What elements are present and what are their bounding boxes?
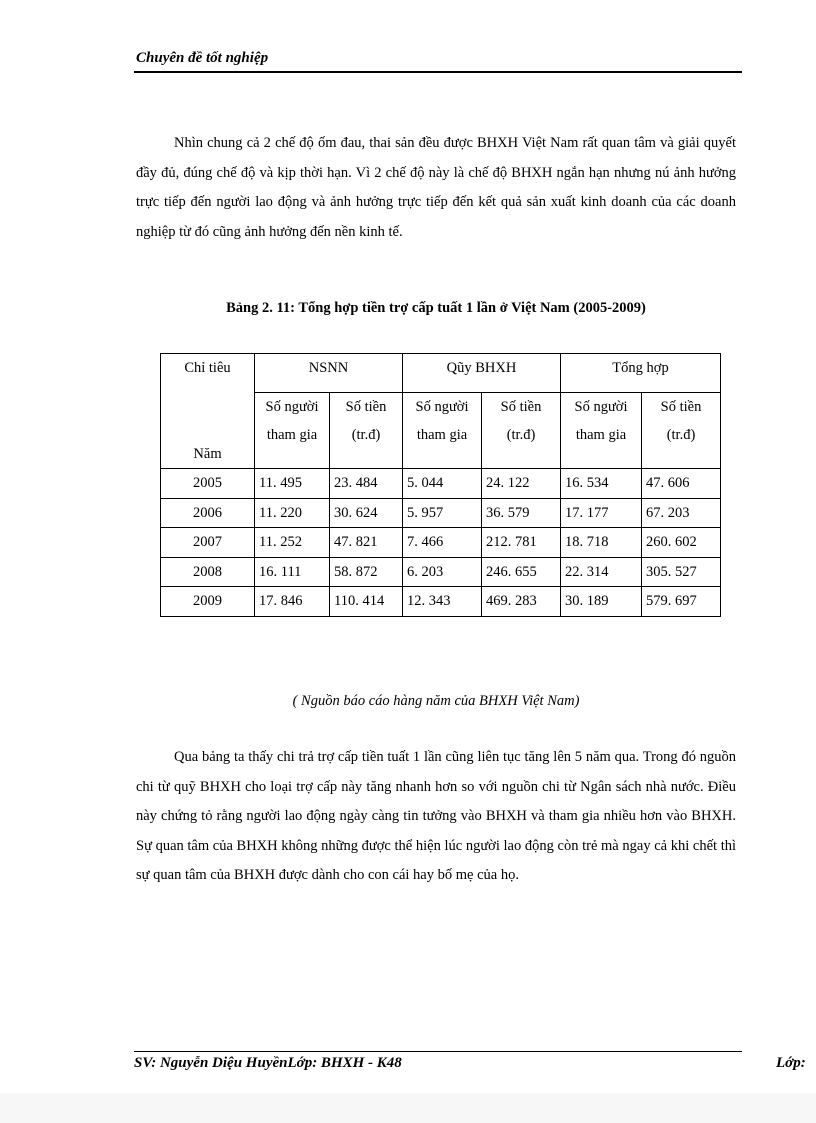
table-cell: 58. 872: [330, 557, 403, 587]
footer-rule: [134, 1051, 742, 1052]
subheader-money-total: Số tiền (tr.đ): [642, 392, 721, 468]
year-cell: 2009: [161, 587, 255, 617]
group-header-tong-hop: Tổng hợp: [561, 354, 721, 393]
table-row: [161, 557, 721, 587]
group-header-nsnn: NSNN: [255, 354, 403, 393]
table-row: [161, 587, 721, 617]
table-cell: 12. 343: [403, 587, 482, 617]
table-cell: 67. 203: [642, 498, 721, 528]
table-header-row: [161, 354, 721, 393]
table-cell: 16. 111: [255, 557, 330, 587]
table-cell: 11. 252: [255, 528, 330, 558]
table-cell: 11. 495: [255, 469, 330, 499]
table-cell: 579. 697: [642, 587, 721, 617]
table-cell: 16. 534: [561, 469, 642, 499]
paragraph-analysis: Qua bảng ta thấy chi trả trợ cấp tiền tuất 1 lần cũng liên tục tăng lên 5 năm qua. Trong đó nguồn chi từ quỹ BHXH cho loại trợ cấp này tăng nhanh hơn so với nguồn chi từ Ngân sách nhà nước. Điều này chứng tỏ rằng người lao động ngày càng tin tưởng vào BHXH và tham gia nhiều hơn vào BHXH. Sự quan tâm của BHXH không những được thể hiện lúc người lao động còn trẻ mà ngay cả khi chết thì sự quan tâm của BHXH được dành cho con cái hay bố mẹ của họ.: [136, 749, 736, 883]
paragraph-intro: Nhìn chung cả 2 chế độ ốm đau, thai sản đều được BHXH Việt Nam rất quan tâm và giải quyết đầy đủ, đúng chế độ và kịp thời hạn. Vì 2 chế độ này là chế độ BHXH ngắn hạn nhưng nú ảnh hưởng trực tiếp đến người lao động và ảnh hưởng trực tiếp đến kết quả sản xuất kinh doanh của các doanh nghiệp từ đó cũng ảnh hưởng đến nền kinh tế.: [136, 135, 736, 240]
table-row: [161, 528, 721, 558]
table-row: [161, 498, 721, 528]
year-cell: 2007: [161, 528, 255, 558]
table-cell: 246. 655: [482, 557, 561, 587]
table-cell: 36. 579: [482, 498, 561, 528]
table-cell: 24. 122: [482, 469, 561, 499]
header-rule: [134, 71, 742, 73]
table-cell: 212. 781: [482, 528, 561, 558]
table-cell: 110. 414: [330, 587, 403, 617]
year-cell: 2006: [161, 498, 255, 528]
subheader-money-nsnn: Số tiền (tr.đ): [330, 392, 403, 468]
table-cell: 305. 527: [642, 557, 721, 587]
corner-bottom-label: Năm: [193, 445, 222, 462]
footer-class-label: Lớp:: [776, 1055, 806, 1071]
table-cell: 260. 602: [642, 528, 721, 558]
year-cell: 2008: [161, 557, 255, 587]
table-row: [161, 469, 721, 499]
table-cell: 23. 484: [330, 469, 403, 499]
table-cell: 22. 314: [561, 557, 642, 587]
table-cell: 30. 189: [561, 587, 642, 617]
year-cell: 2005: [161, 469, 255, 499]
subheader-people-nsnn: Số người tham gia: [255, 392, 330, 468]
table-cell: 47. 821: [330, 528, 403, 558]
header-title: Chuyên đề tốt nghiệp: [136, 50, 269, 66]
table-cell: 7. 466: [403, 528, 482, 558]
source-note: ( Nguồn báo cáo hàng năm của BHXH Việt Nam): [292, 693, 580, 709]
corner-header-cell: [161, 354, 255, 469]
table-cell: 11. 220: [255, 498, 330, 528]
group-header-quy-bhxh: Qũy BHXH: [403, 354, 561, 393]
table-caption: Bảng 2. 11: Tổng hợp tiền trợ cấp tuất 1 lần ở Việt Nam (2005-2009): [226, 300, 646, 316]
table-cell: 6. 203: [403, 557, 482, 587]
table-cell: 18. 718: [561, 528, 642, 558]
table-cell: 17. 177: [561, 498, 642, 528]
table-cell: 30. 624: [330, 498, 403, 528]
table-cell: 47. 606: [642, 469, 721, 499]
footer-student-info: SV: Nguyễn Diệu HuyềnLớp: BHXH - K48: [134, 1055, 402, 1071]
table-cell: 469. 283: [482, 587, 561, 617]
subheader-people-total: Số người tham gia: [561, 392, 642, 468]
subheader-money-bhxh: Số tiền (tr.đ): [482, 392, 561, 468]
data-table: [160, 353, 721, 617]
table-cell: 5. 044: [403, 469, 482, 499]
table-cell: 5. 957: [403, 498, 482, 528]
subheader-people-bhxh: Số người tham gia: [403, 392, 482, 468]
corner-top-label: Chỉ tiêu: [184, 360, 231, 376]
table-cell: 17. 846: [255, 587, 330, 617]
page-bottom-strip: [0, 1093, 816, 1123]
